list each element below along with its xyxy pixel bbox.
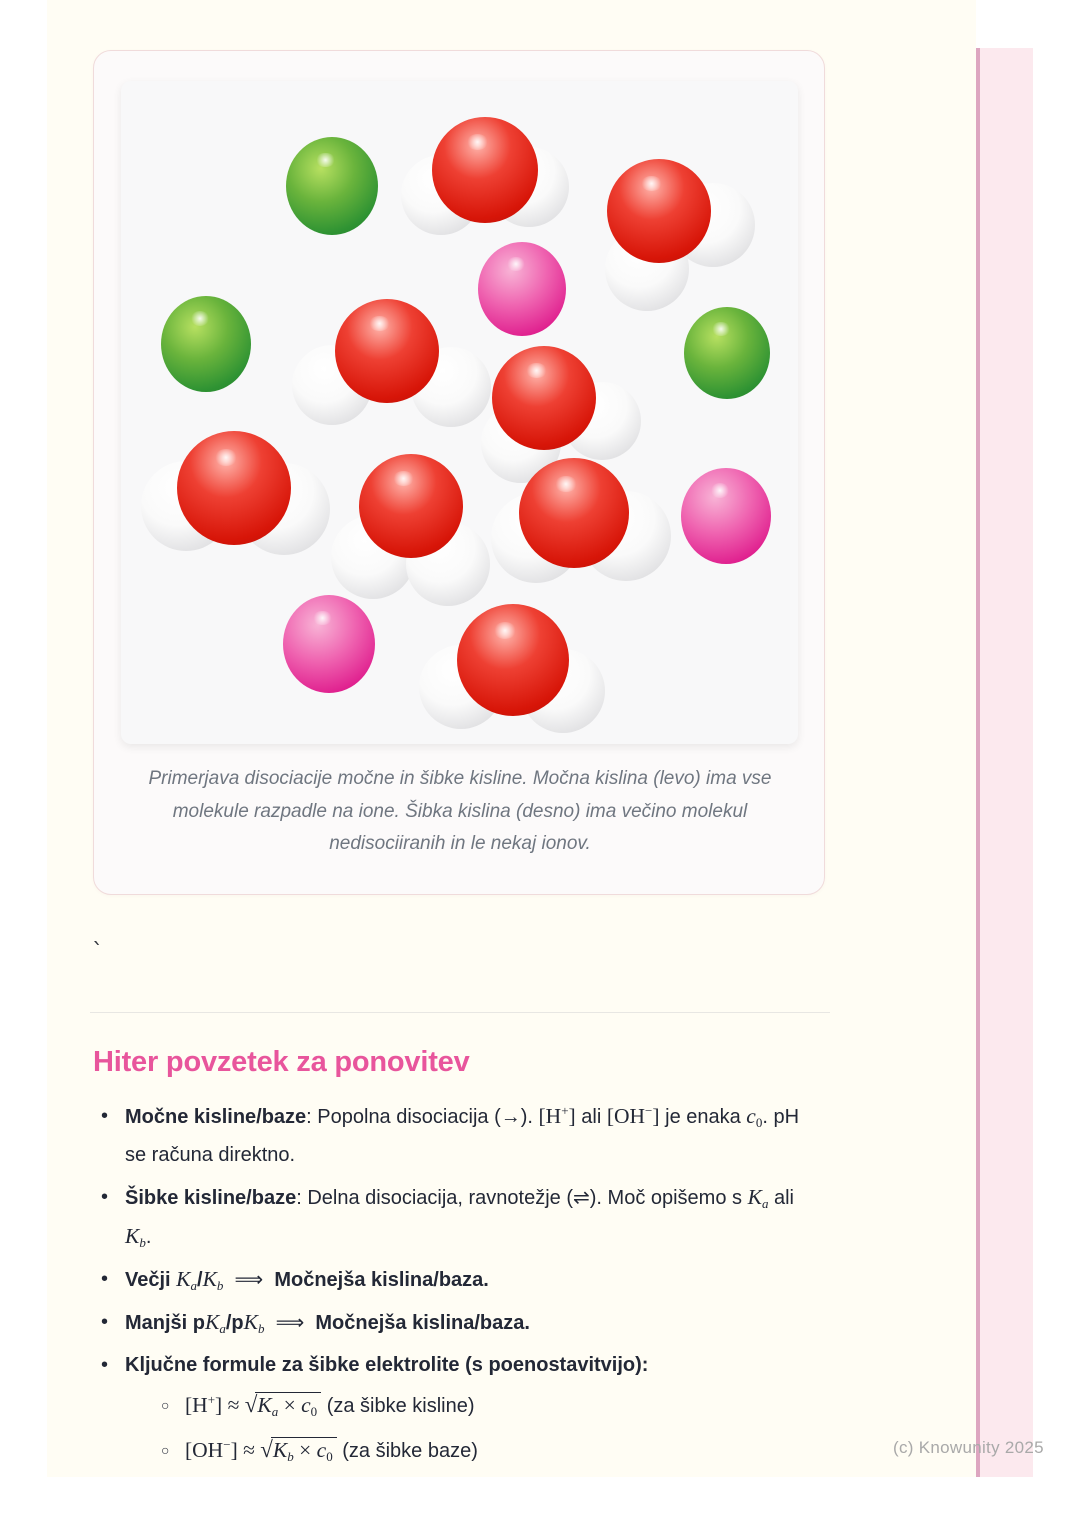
math-expression — [244, 1310, 265, 1334]
text-run: je enaka — [659, 1106, 747, 1128]
math-token: b — [287, 1449, 294, 1464]
bold-text-run: Ključne formule za šibke elektrolite (s poenostavitvijo): — [125, 1354, 649, 1376]
pink-ion-sphere — [681, 468, 771, 564]
radicand — [255, 1392, 321, 1419]
math-token: b — [216, 1278, 224, 1293]
radical-sign: √ — [244, 1392, 258, 1417]
math-token: a — [271, 1404, 279, 1419]
water-oxygen-sphere — [457, 604, 569, 716]
list-item — [93, 1097, 811, 1174]
water-oxygen-sphere — [607, 159, 711, 263]
math-expression — [746, 1104, 762, 1128]
text-run: ali — [575, 1106, 607, 1128]
math-token: ] — [568, 1104, 576, 1128]
section-divider — [90, 1012, 830, 1013]
summary-list — [93, 1097, 811, 1476]
water-oxygen-sphere — [519, 458, 629, 568]
figure-caption: Primerjava disociacije močne in šibke kisline. Močna kislina (levo) ima vse molekule razpadle na ione. Šibka kislina (desno) ima večino molekul nedisociiranih in le nekaj ionov. — [148, 768, 772, 855]
bold-text-run: Manjši p — [125, 1312, 206, 1334]
text-run: . pH se računa direktno. — [125, 1106, 800, 1166]
water-oxygen-sphere — [177, 431, 291, 545]
bold-text-run: Močnejša kislina/baza. — [274, 1269, 489, 1291]
math-token: K — [125, 1224, 140, 1248]
bullet-marker: • — [101, 1186, 109, 1208]
water-oxygen-sphere — [432, 117, 538, 223]
text-run: . — [145, 1226, 152, 1248]
text-run: ali — [768, 1187, 795, 1209]
math-token: K — [257, 1393, 272, 1417]
bullet-marker: ○ — [161, 1397, 170, 1413]
math-token: K — [202, 1267, 217, 1291]
molecule-illustration — [121, 81, 798, 744]
math-token: [OH — [185, 1438, 224, 1462]
text-run: (za šibke kisline) — [321, 1395, 475, 1417]
pink-ion-sphere — [478, 242, 566, 336]
text-run: (za šibke baze) — [336, 1440, 478, 1462]
bold-text-run: / — [197, 1269, 203, 1291]
water-oxygen-sphere — [359, 454, 463, 558]
sub-list-item — [155, 1386, 811, 1425]
bullet-marker: • — [101, 1268, 109, 1290]
bold-text-run: Šibke kisline/baze — [125, 1187, 297, 1209]
math-token: c — [746, 1104, 756, 1128]
math-expression — [539, 1104, 576, 1128]
math-token: 0 — [310, 1404, 318, 1419]
radicand — [271, 1437, 337, 1464]
math-token: ] ≈ — [215, 1393, 245, 1417]
list-item — [93, 1303, 811, 1342]
math-token: b — [139, 1235, 146, 1250]
math-token: b — [257, 1321, 265, 1336]
math-token: × — [278, 1393, 302, 1417]
math-token: [H — [185, 1393, 208, 1417]
water-oxygen-sphere — [335, 299, 439, 403]
math-expression — [205, 1310, 226, 1334]
math-token: + — [561, 1103, 569, 1118]
math-token: K — [205, 1310, 220, 1334]
math-token: a — [761, 1196, 769, 1211]
text-run: ⟹ — [223, 1269, 275, 1291]
math-token: − — [223, 1437, 231, 1452]
section-heading: Hiter povzetek za ponovitev — [93, 1046, 470, 1078]
math-token: c — [301, 1393, 311, 1417]
math-token: [OH — [606, 1104, 646, 1128]
math-token: ] — [652, 1104, 660, 1128]
bullet-marker: • — [101, 1311, 109, 1333]
green-ion-sphere — [684, 307, 770, 399]
stray-backtick-character: ` — [91, 940, 105, 965]
math-token: + — [207, 1392, 216, 1407]
bullet-marker: • — [101, 1354, 109, 1376]
green-ion-sphere — [161, 296, 251, 392]
pink-ion-sphere — [283, 595, 375, 693]
math-expression — [607, 1104, 660, 1128]
radical-sign: √ — [260, 1437, 273, 1462]
bullet-marker: ○ — [161, 1442, 170, 1458]
math-expression — [203, 1267, 224, 1291]
sub-list — [125, 1386, 811, 1470]
green-ion-sphere — [286, 137, 378, 235]
math-token: K — [176, 1267, 191, 1291]
math-token: c — [316, 1438, 327, 1462]
math-expression — [125, 1224, 146, 1248]
math-token: × — [293, 1438, 317, 1462]
sqrt-expression — [245, 1393, 321, 1417]
math-token: a — [190, 1278, 197, 1293]
water-oxygen-sphere — [492, 346, 596, 450]
sub-list-item — [155, 1431, 811, 1470]
copyright-watermark: (c) Knowunity 2025 — [893, 1438, 1044, 1457]
bold-text-run: Močnejša kislina/baza. — [315, 1312, 530, 1334]
math-token: − — [645, 1103, 653, 1118]
list-item — [93, 1260, 811, 1299]
text-run: : Popolna disociacija (→). — [306, 1106, 539, 1128]
bullet-marker: • — [101, 1105, 109, 1127]
math-token: K — [747, 1185, 762, 1209]
right-margin-strip — [976, 48, 1033, 1477]
math-token: 0 — [326, 1449, 333, 1464]
list-item — [93, 1346, 811, 1470]
math-token: ] ≈ — [230, 1438, 261, 1462]
math-token: a — [219, 1321, 226, 1336]
text-run: ⟹ — [264, 1312, 316, 1334]
math-expression — [748, 1185, 769, 1209]
bold-text-run: /p — [225, 1312, 244, 1334]
math-expression — [176, 1267, 197, 1291]
figure-card — [93, 50, 825, 895]
text-run: : Delna disociacija, ravnotežje (⇌). Moč opišemo s — [296, 1187, 748, 1209]
list-item — [93, 1178, 811, 1256]
math-token: K — [272, 1438, 288, 1462]
math-expression — [185, 1393, 245, 1417]
bold-text-run: Močne kisline/baze — [125, 1106, 307, 1128]
math-token: [H — [538, 1104, 562, 1128]
sqrt-expression — [260, 1438, 336, 1462]
bold-text-run: Večji — [125, 1269, 177, 1291]
math-expression — [185, 1438, 260, 1462]
math-token: K — [243, 1310, 258, 1334]
math-token: 0 — [755, 1115, 763, 1130]
